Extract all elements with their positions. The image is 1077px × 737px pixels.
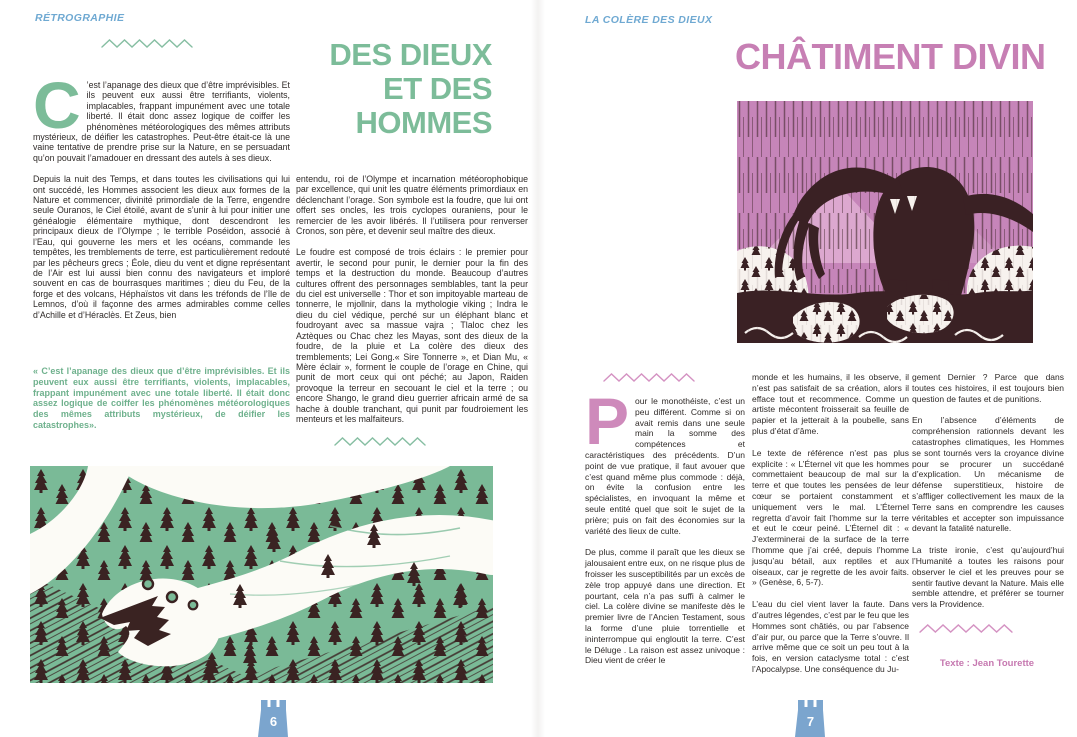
paragraph: entendu, roi de l’Olympe et incarnation météorophobique par excellence, qui unit les quatre éléments primordiaux en déclenchant l’orage. Son symbole est la foudre, que lui ont offert ses oncles, les trois cyclopes ouraniens, pour le remercier de les avoir libérés. Il l’utilisera pour renverser Cronos, son père, et devenir seul maître des dieux. xyxy=(296,174,528,237)
title-line: ET DES xyxy=(383,71,492,106)
page-fold xyxy=(531,0,545,737)
right-column-3 xyxy=(912,372,1064,610)
forest-serpent-illustration xyxy=(30,466,493,683)
paragraph: Le texte de référence n’est pas plus explicite : « L’Éternel vit que les hommes commettaient beaucoup de mal sur la terre et que toutes les pensées de leur cœur se portaient constamment et uniquement vers le mal. L’Éternel regretta d’avoir fait l’homme sur la terre et eut le cœur peiné. L’Éternel dit : « J’exterminerai de la surface de la terre l’homme que j’ai créé, depuis l’homme jusqu’au bétail, aux reptiles et aux oiseaux, car je regrette de les avoir faits. » (Genèse, 6, 5-7). xyxy=(752,447,909,588)
zigzag-divider-pink-bottom xyxy=(918,620,1015,636)
zigzag-divider-pink-top xyxy=(602,370,697,384)
section-kicker-right: LA COLÈRE DES DIEUX xyxy=(585,14,713,26)
paragraph: monde et les humains, il les observe, il n’est pas satisfait de sa création, alors il efface tout et recommence. Comme un artiste mécontent froisserait sa feuille de papier et la jetterait à la poubelle, sans plus d’état d’âme. xyxy=(752,372,909,436)
article-title-right: CHÂTIMENT DIVIN xyxy=(735,36,1046,77)
intro-text: our le monothéiste, c’est un peu différent. Comme si on avait remis dans une seule main la somme des compétences et caractéristiques des précédents. D’un point de vue pratique, il faut avouer que c’est quand même plus commode : déjà, on évite la confusion entre les spécialistes, en invoquant la même et seule entité quel que soit le sujet de la prière; puis on fait des économies sur la variété des lieux de culte. xyxy=(585,396,745,536)
right-column-1 xyxy=(585,384,745,666)
paragraph: gement Dernier ? Parce que dans toutes ces histoires, il est toujours bien question de fautes et de punitions. xyxy=(912,372,1064,404)
page-number-right: 7 xyxy=(806,714,815,729)
title-line: DES DIEUX xyxy=(329,37,492,72)
author-credit: Texte : Jean Tourette xyxy=(939,658,1035,669)
tower-page-icon-7 xyxy=(794,698,826,737)
zigzag-divider-green-bottom xyxy=(333,434,428,448)
paragraph: En l’absence d’éléments de compréhension rationnels devant les catastrophes climatiques, les Hommes se sont tournés vers la croyance divine pour se procurer un succédané d’explication. Un mécanisme de défense superstitieux, histoire de s’affliger collectivement les maux de la Terre sans en comprendre les causes véritables et accepter son impuissance devant la fatalité naturelle. xyxy=(912,415,1064,534)
drop-cap-p: P xyxy=(585,384,630,458)
tower-page-icon-6 xyxy=(257,698,289,737)
intro-text: ’est l’apanage des dieux que d’être imprévisibles. Et ils peuvent eux aussi être terrifiants, violents, implacables, frappant impunément avec une totale liberté. Il était donc assez logique de coiffer les phénomènes météorologiques des mêmes attributs mystérieux, de déifier les catastrophes. Peut-être était-ce là une vaine tentative de prendre prise sur la Nature, en se persuadant qu’on pouvait l’amadouer en dressant des autels à ses dieux. xyxy=(33,80,290,163)
paragraph: L’eau du ciel vient laver la faute. Dans d’autres légendes, c’est par le feu que les Hommes sont châtiés, ou par l’absence d’air pur, ou parce que la Terre s’ouvre. Il arrive même que ce soit un peu tout à la fois, en version cataclysme total : c’est l’Apocalypse. Une conséquence du Ju- xyxy=(752,599,909,674)
left-column-1 xyxy=(33,68,290,431)
right-column-2 xyxy=(752,372,909,675)
paragraph: De plus, comme il paraît que les dieux se jalousaient entre eux, on ne risque plus de froisser les susceptibilités par un excès de zèle trop appuyé dans une direction. Et pourtant, cela n’a pas suffi à calmer le ciel. La colère divine se manifeste dès le premier livre de l’Ancien Testament, sous la forme d’une pluie torrentielle et ininterrompue qui engloutit la terre. C’est le Déluge . La raison est assez univoque : Dieu vient de créer le xyxy=(585,547,745,666)
zigzag-divider-green-top xyxy=(100,36,195,50)
pull-quote: « C’est l’apanage des dieux que d’être imprévisibles. Et ils peuvent eux aussi être terrifiants, violents, implacables, frappant impunément avec une totale liberté. Il était donc assez logique de coiffer les phénomènes météorologiques des mêmes attributs mystérieux, de déifier les catastrophes». xyxy=(33,365,290,430)
intro-paragraph xyxy=(33,68,290,163)
section-kicker-left: RÉTROGRAPHIE xyxy=(35,12,125,24)
page-number-left: 6 xyxy=(269,714,278,729)
left-column-2 xyxy=(296,174,528,424)
article-title-left xyxy=(290,38,492,140)
paragraph: La triste ironie, c’est qu’aujourd’hui l’Humanité a toutes les raisons pour observer le ciel et les preuves pour se sentir fautive devant la Nature. Mais elle semble attendre, et préférer se tourner vers la Providence. xyxy=(912,545,1064,610)
paragraph: Le foudre est composé de trois éclairs : le premier pour avertir, le second pour punir, le dernier pour la fin des temps et la destruction du monde. Beaucoup d’autres cultures offrent des personnages semblables, tant la peur du ciel est universelle : Thor et son impitoyable marteau de tonnerre, le mjollnir, dans la mythologie viking ; Indra le dieu du ciel védique, perché sur un éléphant blanc et foudroyant avec sa massue vajra ; Tlaloc chez les Aztèques ou Chac chez les Mayas, sont des dieux de la foudre, de la pluie et La colère des dieux des tremblements; Lei Gong.« Sire Tonnerre », et Dian Mu, « Mère éclair », forment le couple de l’orage en Chine, qui punit de mort ceux qui ont péché; au Japon, Raiden provoque la terreur en secouant le ciel et la terre ; ou encore Shango, le grand dieu guerrier africain armé de sa hache à double tranchant, qui punit par foudroiement les menteurs et les malfaiteurs. xyxy=(296,247,528,424)
intro-paragraph xyxy=(585,384,745,536)
drop-cap-c: C xyxy=(33,68,81,142)
title-line: HOMMES xyxy=(355,105,492,140)
storm-monster-illustration xyxy=(737,101,1033,343)
paragraph: Depuis la nuit des Temps, et dans toutes les civilisations qui lui ont succédé, les Hommes associent les dieux aux formes de la Nature et commencer, divinité primordiale de la Terre, engendre seule Ouranos, le Ciel étoilé, avant de s’unir à lui pour initier une généalogie élémentaire mythique, dont descendront les principaux dieux de l’Olympe ; le terrible Poséidon, associé à l’Eau, qui gouverne les mers et les océans, commande les tempêtes, les tremblements de terre, est particulièrement redouté par les pêcheurs grecs ; Éole, dieu du vent et digne représentant de l’Air est lui aussi bien connu des navigateurs et imploré souvent en cas de bourrasques maritimes ; dieu du Feu, de la forge et des volcans, Héphaïstos vit dans les tréfonds de l’île de Lemnos, d’où il façonne des armes admirables comme celles d’Achille et d’Héraclès. Et Zeus, bien xyxy=(33,174,290,320)
